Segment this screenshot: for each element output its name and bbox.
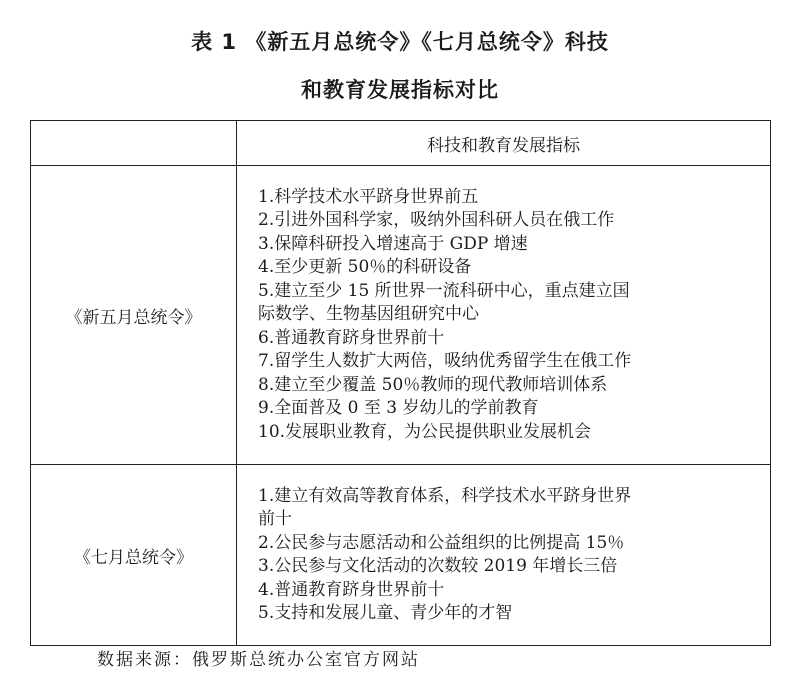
list-item: 7.留学生人数扩大两倍，吸纳优秀留学生在俄工作 [258,351,632,372]
list-item: 前十 [258,509,292,529]
list-item: 9.全面普及 0 至 3 岁幼儿的学前教育 [258,398,539,419]
list-item: 2.公民参与志愿活动和公益组织的比例提高 15％ [258,532,625,553]
indicator-list [238,485,769,626]
list-item: 际数学、生物基因组研究中心 [258,304,479,325]
list-item: 5.支持和发展儿童、青少年的才智 [258,603,513,623]
table-title-line-1: 表 1 《新五月总统令》《七月总统令》科技 [191,30,609,54]
header-cell-empty [31,121,237,166]
list-item: 6.普通教育跻身世界前十 [258,327,445,348]
list-item: 1.科学技术水平跻身世界前五 [258,186,479,207]
row-label-july-decree: 《七月总统令》 [31,465,237,646]
list-item: 4.普通教育跻身世界前十 [258,579,445,600]
list-item: 3.公民参与文化活动的次数较 2019 年增长三倍 [258,556,618,576]
row-items-cell [237,166,771,465]
table-header-row [31,121,771,166]
list-item: 8.建立至少覆盖 50％教师的现代教师培训体系 [258,374,608,395]
list-item: 2.引进外国科学家，吸纳外国科研人员在俄工作 [258,210,615,231]
row-label-new-may-decree: 《新五月总统令》 [31,166,237,465]
row-items-cell [237,465,771,646]
list-item: 4.至少更新 50％的科研设备 [258,257,472,278]
table-row [31,166,771,465]
list-item: 1.建立有效高等教育体系，科学技术水平跻身世界 [258,485,632,506]
table-row [31,465,771,646]
indicator-table [30,120,771,646]
indicator-list [238,186,769,445]
table-title-line-2: 和教育发展指标对比 [301,78,499,102]
list-item: 3.保障科研投入增速高于 GDP 增速 [258,233,528,254]
list-item: 5.建立至少 15 所世界一流科研中心，重点建立国 [258,280,630,301]
data-source-note: 数据来源：俄罗斯总统办公室官方网站 [97,650,420,670]
header-cell-indicators: 科技和教育发展指标 [237,121,771,166]
list-item: 10.发展职业教育，为公民提供职业发展机会 [258,421,592,442]
